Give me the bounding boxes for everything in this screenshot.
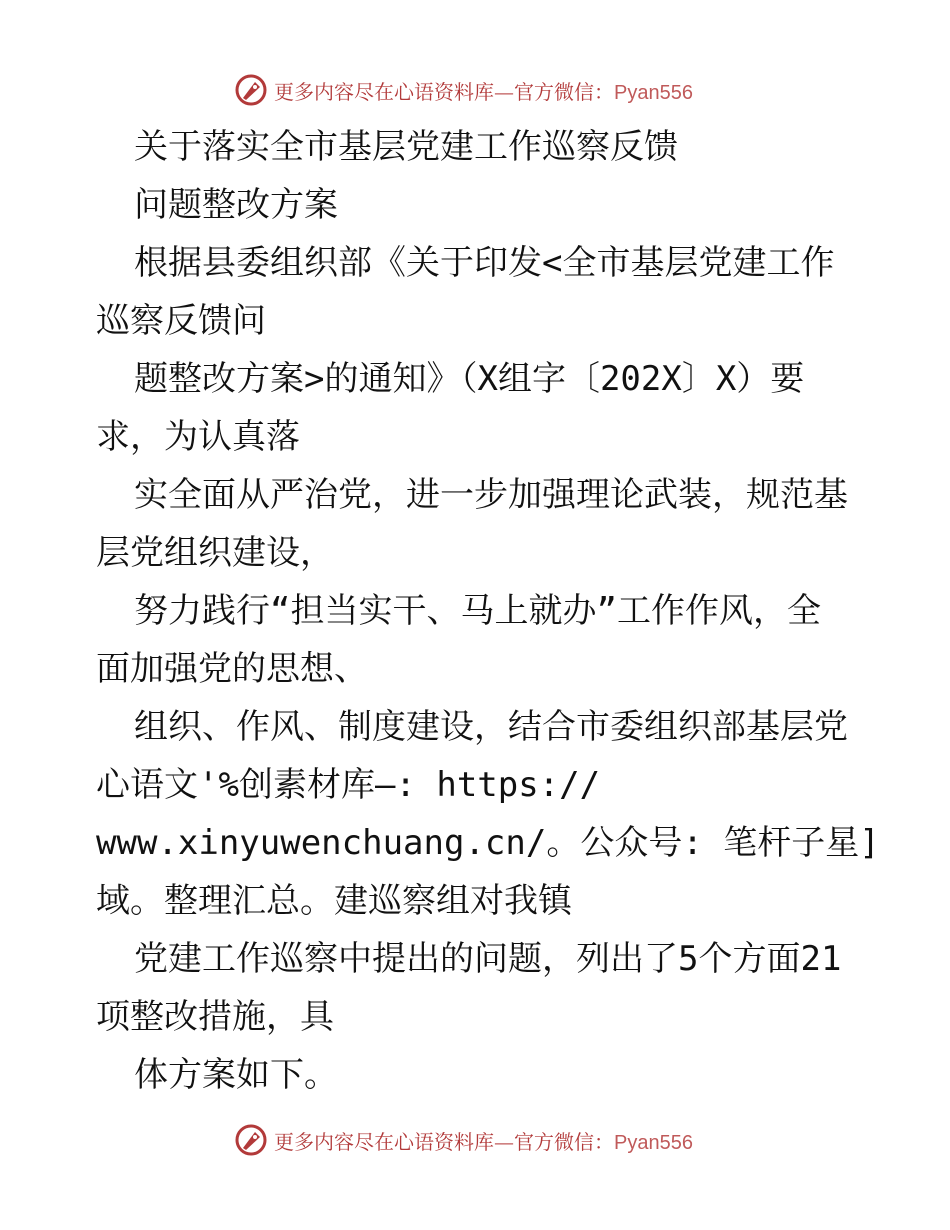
title-line-1: 关于落实全市基层党建工作巡察反馈 [134,127,678,167]
text-line: 巡察反馈问 [96,301,266,341]
text-line: 体方案如下。 [134,1055,338,1095]
text-line: 域。整理汇总。建巡察组对我镇 [96,881,572,921]
pen-nib-logo-icon [234,73,268,107]
text-line: 面加强党的思想、 [96,649,368,689]
banner-text: 更多内容尽在心语资料库 [274,79,494,104]
banner-separator: — [494,79,514,104]
banner-text: 更多内容尽在心语资料库 [274,1129,494,1154]
title-line-2: 问题整改方案 [134,185,338,225]
header-watermark-banner [234,72,693,108]
text-line: 党建工作巡察中提出的问题，列出了5个方面21 [134,939,842,979]
text-line: 努力践行“担当实干、马上就办”工作作风，全 [134,591,821,631]
text-line: 求，为认真落 [96,417,300,457]
text-line: 项整改措施，具 [96,997,334,1037]
text-line: 心语文'%创素材库—: https:// [96,765,601,805]
text-line: 根据县委组织部《关于印发<全市基层党建工作 [134,243,835,283]
pen-nib-logo-icon [234,1123,268,1157]
text-line: www.xinyuwenchuang.cn/。公众号: 笔杆子星] [96,823,880,863]
banner-separator: — [494,1129,514,1154]
banner-wechat-id: Pyan556 [614,81,693,104]
text-line: 组织、作风、制度建设，结合市委组织部基层党 [134,707,848,747]
text-line: 题整改方案>的通知》（X组字〔202X〕X）要 [134,359,805,399]
banner-wechat-id: Pyan556 [614,1131,693,1154]
document-body [96,118,880,1104]
footer-watermark-banner [234,1122,693,1158]
banner-wechat-label: 官方微信： [514,1129,614,1154]
banner-wechat-label: 官方微信： [514,79,614,104]
text-line: 实全面从严治党，进一步加强理论武装，规范基 [134,475,848,515]
text-line: 层党组织建设， [96,533,334,573]
